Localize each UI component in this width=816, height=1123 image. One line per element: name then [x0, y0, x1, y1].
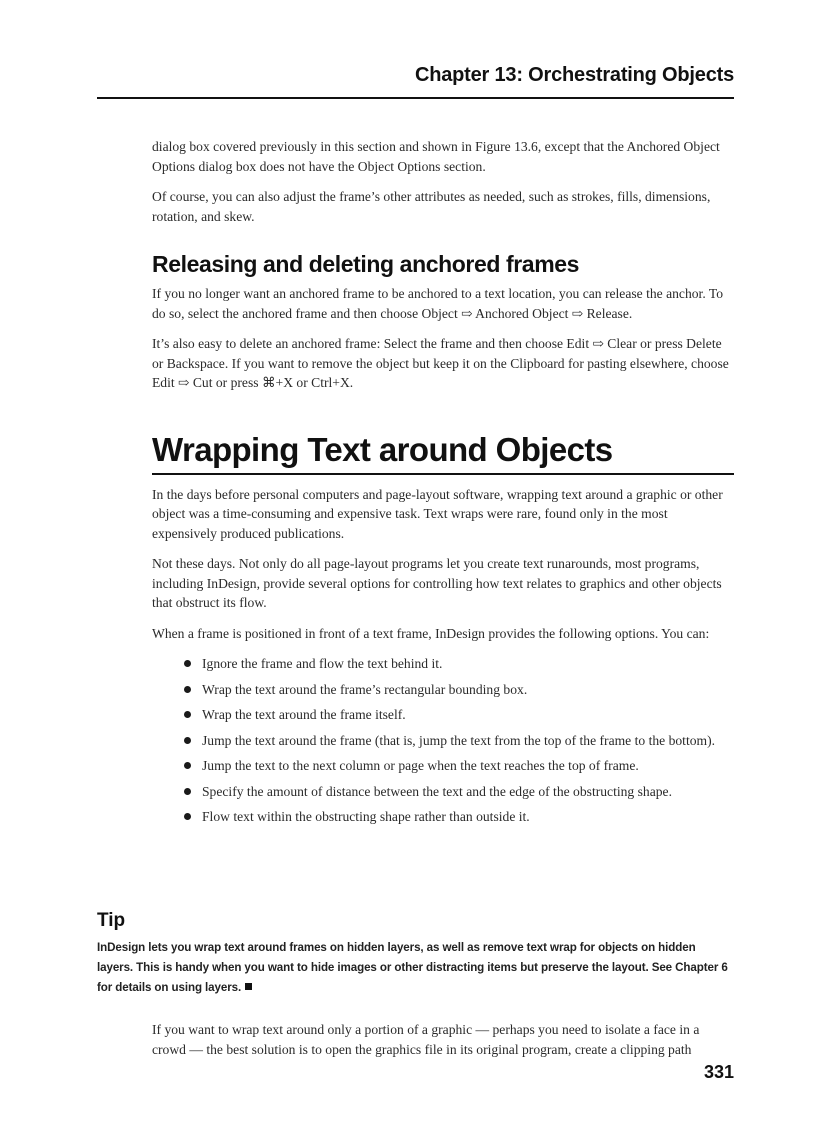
- closing-paragraph: If you want to wrap text around only a portion of a graphic — perhaps you need to isolate a face in a crowd — the best solution is to open the graphics file in its original program, create a clipping path: [152, 1022, 700, 1057]
- list-item: [182, 705, 734, 725]
- wrapping-paragraph-1: In the days before personal computers and page-layout software, wrapping text around a graphic or other object was a time-consuming and expensive task. Text wraps were rare, found only in the most expensively produced publications.: [152, 486, 723, 541]
- page-number: 331: [703, 1062, 734, 1082]
- end-square-icon: [245, 983, 252, 990]
- bullet-icon: [184, 686, 191, 693]
- list-item-text: Specify the amount of distance between the text and the edge of the obstructing shape.: [202, 783, 672, 799]
- bullet-icon: [184, 737, 191, 744]
- section-heading-wrapping: Wrapping Text around Objects: [152, 431, 734, 475]
- releasing-paragraph-2: It’s also easy to delete an anchored frame: Select the frame and then choose Edit ⇨ Clear or press Delete or Backspace. If you want to remove the object but keep it on the Clipboard for pasting elsewhere, choose Edit ⇨ Cut or press ⌘+X or Ctrl+X.: [152, 336, 729, 390]
- wrapping-paragraph-2: Not these days. Not only do all page-layout programs let you create text runarounds, most programs, including InDesign, provide several options for controlling how text relates to graphics and other objects that obstruct its flow.: [152, 556, 722, 610]
- running-head: Chapter 13: Orchestrating Objects: [414, 64, 734, 86]
- section-heading-releasing: Releasing and deleting anchored frames: [152, 251, 580, 277]
- tip-box: [97, 910, 734, 998]
- intro-paragraph-2: Of course, you can also adjust the frame’s other attributes as needed, such as strokes, fills, dimensions, rotation, and skew.: [152, 189, 711, 224]
- list-item-text: Flow text within the obstructing shape rather than outside it.: [202, 809, 530, 824]
- wrap-options-list: [152, 654, 734, 827]
- tip-text-block: [97, 938, 734, 998]
- wrapping-paragraph-3: When a frame is positioned in front of a text frame, InDesign provides the following options. You can:: [152, 625, 710, 641]
- list-item: [182, 731, 734, 751]
- list-item-text: Wrap the text around the frame’s rectangular bounding box.: [202, 681, 528, 697]
- list-item-text: Ignore the frame and flow the text behind it.: [202, 656, 443, 671]
- releasing-paragraph-1: If you no longer want an anchored frame to be anchored to a text location, you can release the anchor. To do so, select the anchored frame and then choose Object ⇨ Anchored Object ⇨ Release.: [152, 286, 724, 321]
- list-item: [182, 680, 734, 700]
- bullet-icon: [184, 788, 191, 795]
- list-item: [182, 654, 734, 674]
- body-text: [152, 137, 734, 833]
- intro-paragraph-1: dialog box covered previously in this section and shown in Figure 13.6, except that the Anchored Object Options dialog box does not have the Object Options section.: [152, 139, 720, 174]
- bullet-icon: [184, 813, 191, 820]
- list-item-text: Jump the text to the next column or page when the text reaches the top of frame.: [202, 758, 639, 773]
- list-item: [182, 782, 734, 802]
- bullet-icon: [184, 660, 191, 667]
- list-item-text: Wrap the text around the frame itself.: [202, 707, 406, 722]
- bullet-icon: [184, 762, 191, 769]
- list-item: [182, 756, 734, 776]
- list-item: [182, 807, 734, 827]
- list-item-text: Jump the text around the frame (that is, jump the text from the top of the frame to the bottom).: [202, 732, 716, 748]
- tip-text: InDesign lets you wrap text around frames on hidden layers, as well as remove text wrap for objects on hidden layers. This is handy when you want to hide images or other distracting items but preserve the layout. See Chapter 6 for details on using layers.: [97, 941, 728, 994]
- bullet-icon: [184, 711, 191, 718]
- tip-label: Tip: [97, 910, 126, 931]
- header-rule: [97, 97, 734, 99]
